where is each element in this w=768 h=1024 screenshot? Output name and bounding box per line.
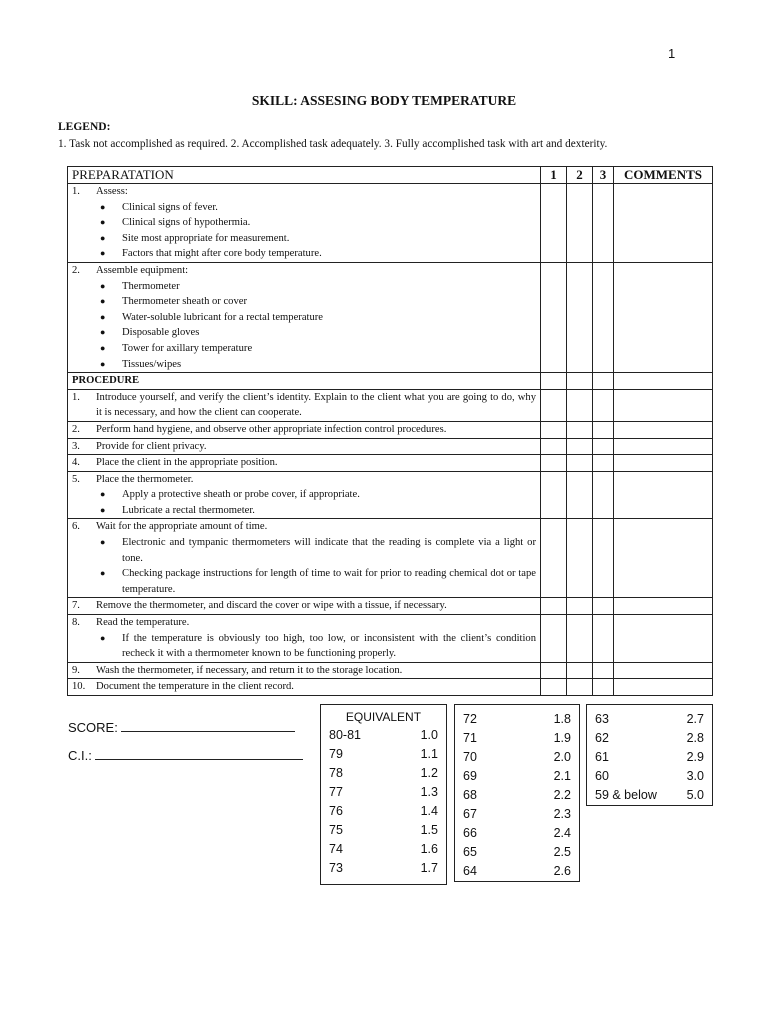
equivalent-row	[455, 843, 579, 862]
step-text: Document the temperature in the client record.	[96, 681, 294, 693]
list-item	[96, 631, 536, 662]
comments-cell[interactable]	[614, 519, 713, 598]
rating-2-cell[interactable]	[567, 662, 593, 679]
bullet-icon: ●	[100, 232, 106, 243]
bullet-text: Electronic and tympanic thermometers will indicate that the reading is complete via a light or tone.	[122, 537, 536, 564]
checklist-table	[67, 166, 713, 696]
table-row	[68, 519, 713, 598]
bullet-text: Thermometer	[122, 280, 180, 292]
equivalent-row	[455, 824, 579, 843]
procedure-header: PROCEDURE	[68, 373, 541, 390]
step-text: Assemble equipment:	[96, 264, 189, 276]
rating-1-cell[interactable]	[541, 615, 567, 663]
bullet-text: Thermometer sheath or cover	[122, 296, 248, 308]
rating-3-cell[interactable]	[593, 662, 614, 679]
rating-3-cell[interactable]	[593, 421, 614, 438]
table-row	[68, 421, 713, 438]
grade-equivalent: 2.1	[553, 769, 571, 783]
score-range: 76	[329, 804, 343, 818]
list-item	[96, 357, 536, 373]
equivalent-row	[321, 745, 446, 764]
bullet-text: Clinical signs of fever.	[122, 201, 218, 213]
comments-header: COMMENTS	[614, 167, 713, 184]
bullet-text: Apply a protective sheath or probe cover, if appropriate.	[122, 489, 360, 501]
score-range: 59 & below	[595, 788, 657, 802]
equivalent-column-1	[320, 704, 447, 885]
grade-equivalent: 1.2	[420, 766, 438, 780]
equivalent-row	[455, 767, 579, 786]
score-range: 69	[463, 769, 477, 783]
grade-equivalent: 1.4	[420, 804, 438, 818]
step-text: Remove the thermometer, and discard the cover or wipe with a tissue, if necessary.	[96, 600, 447, 612]
equivalent-row	[455, 786, 579, 805]
score-range: 79	[329, 747, 343, 761]
rating-2-cell[interactable]	[567, 455, 593, 472]
step-number: 10.	[72, 681, 86, 693]
step-cell	[68, 662, 541, 679]
score-range: 72	[463, 712, 477, 726]
grade-equivalent: 1.1	[420, 747, 438, 761]
equivalent-column-3	[586, 704, 713, 806]
grade-equivalent: 2.9	[686, 750, 704, 764]
list-item	[96, 231, 536, 247]
step-number: 3.	[72, 440, 80, 452]
bullet-list	[96, 535, 536, 597]
preparation-header: PREPARATATION	[68, 167, 541, 184]
step-number: 9.	[72, 664, 80, 676]
equivalent-row	[587, 710, 712, 729]
list-item	[96, 503, 536, 519]
comments-cell[interactable]	[614, 679, 713, 696]
rating-1-cell[interactable]	[541, 455, 567, 472]
step-number: 2.	[72, 264, 80, 276]
grade-equivalent: 2.6	[553, 864, 571, 878]
bullet-text: Site most appropriate for measurement.	[122, 232, 290, 244]
score-range: 62	[595, 731, 609, 745]
step-number: 8.	[72, 617, 80, 629]
rating-1-cell[interactable]	[541, 471, 567, 519]
score-range: 74	[329, 842, 343, 856]
equivalent-row	[321, 802, 446, 821]
equivalent-row	[455, 710, 579, 729]
rating-1-cell[interactable]	[541, 519, 567, 598]
rating-2-cell[interactable]	[567, 679, 593, 696]
step-cell	[68, 455, 541, 472]
grade-equivalent: 2.7	[686, 712, 704, 726]
rating-3-cell[interactable]	[593, 438, 614, 455]
grade-equivalent: 1.9	[553, 731, 571, 745]
table-row	[68, 262, 713, 372]
step-text: Provide for client privacy.	[96, 440, 207, 452]
bullet-text: Lubricate a rectal thermometer.	[122, 504, 255, 516]
score-range: 66	[463, 826, 477, 840]
grade-equivalent: 1.6	[420, 842, 438, 856]
rating-3-cell[interactable]	[593, 598, 614, 615]
equivalent-row	[587, 786, 712, 805]
rating-1-cell[interactable]	[541, 373, 567, 390]
bullet-list	[96, 200, 536, 262]
bullet-icon: ●	[100, 311, 106, 322]
step-cell	[68, 598, 541, 615]
step-text: Read the temperature.	[96, 617, 190, 629]
comments-cell[interactable]	[614, 455, 713, 472]
step-text: Assess:	[96, 186, 128, 197]
rating-3-cell[interactable]	[593, 262, 614, 372]
comments-cell[interactable]	[614, 662, 713, 679]
score-range: 67	[463, 807, 477, 821]
rating-3-cell[interactable]	[593, 679, 614, 696]
rating-1-cell[interactable]	[541, 662, 567, 679]
rating-2-cell[interactable]	[567, 471, 593, 519]
bullet-text: Tissues/wipes	[122, 358, 182, 370]
grade-equivalent: 2.4	[553, 826, 571, 840]
bullet-text: Factors that might after core body temperature.	[122, 248, 322, 260]
score-range: 80-81	[329, 728, 361, 742]
score-range: 63	[595, 712, 609, 726]
bullet-list	[96, 279, 536, 373]
grade-equivalent: 2.0	[553, 750, 571, 764]
bullet-icon: ●	[100, 568, 106, 579]
score-range: 65	[463, 845, 477, 859]
list-item	[96, 310, 536, 326]
equivalent-row	[321, 840, 446, 859]
score-range: 77	[329, 785, 343, 799]
rating-2-cell[interactable]	[567, 421, 593, 438]
equivalent-row	[321, 783, 446, 802]
step-number: 7.	[72, 600, 80, 612]
bullet-text: Disposable gloves	[122, 327, 200, 339]
step-cell	[68, 471, 541, 519]
score-range: 61	[595, 750, 609, 764]
rating-1-cell[interactable]	[541, 389, 567, 421]
table-row	[68, 615, 713, 663]
score-blank-line[interactable]	[121, 731, 295, 732]
comments-cell[interactable]	[614, 615, 713, 663]
rating-3-cell[interactable]	[593, 471, 614, 519]
rating-2-cell[interactable]	[567, 389, 593, 421]
rating-2-cell[interactable]	[567, 615, 593, 663]
comments-cell[interactable]	[614, 438, 713, 455]
rating-1-cell[interactable]	[541, 679, 567, 696]
score-range: 68	[463, 788, 477, 802]
step-number: 2.	[72, 423, 80, 435]
step-cell	[68, 438, 541, 455]
step-text: Place the client in the appropriate position.	[96, 457, 278, 469]
grade-equivalent: 1.3	[420, 785, 438, 799]
bullet-icon: ●	[100, 248, 106, 259]
bullet-icon: ●	[100, 280, 106, 291]
score-range: 70	[463, 750, 477, 764]
table-row	[68, 184, 713, 263]
equivalent-column-2	[454, 704, 580, 882]
step-text: Introduce yourself, and verify the client’s identity. Explain to the client what you are going to do, why it is necessary, and how the client can cooperate.	[96, 391, 536, 419]
bullet-text: If the temperature is obviously too high, too low, or inconsistent with the client’s condition recheck it with a thermometer known to be functioning properly.	[122, 632, 536, 660]
step-cell	[68, 679, 541, 696]
list-item	[96, 294, 536, 310]
equivalent-row	[455, 862, 579, 881]
grade-equivalent: 1.7	[420, 861, 438, 875]
step-cell	[68, 519, 541, 598]
page-number: 1	[668, 46, 676, 61]
table-row	[68, 471, 713, 519]
step-cell	[68, 262, 541, 372]
equivalent-row	[321, 821, 446, 840]
rating-1-cell[interactable]	[541, 421, 567, 438]
comments-cell[interactable]	[614, 421, 713, 438]
list-item	[96, 341, 536, 357]
equivalent-row	[455, 729, 579, 748]
list-item	[96, 215, 536, 231]
table-row	[68, 438, 713, 455]
rating-3-cell[interactable]	[593, 519, 614, 598]
step-number: 4.	[72, 457, 80, 469]
comments-cell[interactable]	[614, 184, 713, 263]
bullet-text: Water-soluble lubricant for a rectal temperature	[122, 311, 323, 323]
step-number: 5.	[72, 473, 80, 485]
equivalent-row	[321, 726, 446, 745]
score-range: 71	[463, 731, 477, 745]
legend-heading: LEGEND:	[58, 121, 111, 133]
rating-3-cell[interactable]	[593, 455, 614, 472]
equivalent-row	[587, 748, 712, 767]
step-number: 1.	[72, 186, 80, 197]
rating-1-cell[interactable]	[541, 262, 567, 372]
rating-2-cell[interactable]	[567, 262, 593, 372]
rating-1-cell[interactable]	[541, 184, 567, 263]
bullet-text: Clinical signs of hypothermia.	[122, 217, 251, 229]
bullet-icon: ●	[100, 358, 106, 369]
procedure-header-row	[68, 373, 713, 390]
bullet-list	[96, 631, 536, 662]
grade-equivalent: 1.8	[553, 712, 571, 726]
bullet-text: Checking package instructions for length of time to wait for prior to reading chemical dot or tape temperature.	[122, 568, 536, 595]
step-cell	[68, 615, 541, 663]
rating-3-header: 3	[593, 167, 614, 184]
table-row	[68, 389, 713, 421]
rating-2-header: 2	[567, 167, 593, 184]
grade-equivalent: 2.3	[553, 807, 571, 821]
bullet-text: Tower for axillary temperature	[122, 342, 253, 354]
step-text: Wash the thermometer, if necessary, and return it to the storage location.	[96, 664, 403, 676]
list-item	[96, 487, 536, 503]
rating-1-cell[interactable]	[541, 438, 567, 455]
equivalent-heading: EQUIVALENT	[345, 710, 422, 724]
score-field	[68, 720, 295, 735]
rating-3-cell[interactable]	[593, 389, 614, 421]
step-cell	[68, 421, 541, 438]
comments-cell[interactable]	[614, 471, 713, 519]
bullet-icon: ●	[100, 632, 106, 643]
grade-equivalent: 2.5	[553, 845, 571, 859]
equivalent-row	[321, 764, 446, 783]
score-range: 73	[329, 861, 343, 875]
table-row	[68, 598, 713, 615]
rating-2-cell[interactable]	[567, 373, 593, 390]
grade-equivalent: 3.0	[686, 769, 704, 783]
bullet-list	[96, 487, 536, 518]
score-range: 75	[329, 823, 343, 837]
grade-equivalent: 2.8	[686, 731, 704, 745]
rating-3-cell[interactable]	[593, 615, 614, 663]
bullet-icon: ●	[100, 342, 106, 353]
rating-2-cell[interactable]	[567, 184, 593, 263]
rating-3-cell[interactable]	[593, 373, 614, 390]
list-item	[96, 566, 536, 597]
list-item	[96, 246, 536, 262]
step-text: Perform hand hygiene, and observe other appropriate infection control procedures.	[96, 423, 447, 435]
bullet-icon: ●	[100, 201, 106, 212]
step-cell	[68, 389, 541, 421]
step-cell	[68, 184, 541, 263]
table-row	[68, 662, 713, 679]
rating-2-cell[interactable]	[567, 598, 593, 615]
rating-2-cell[interactable]	[567, 438, 593, 455]
bullet-icon: ●	[100, 296, 106, 307]
list-item	[96, 535, 536, 566]
table-header-row	[68, 167, 713, 184]
rating-3-cell[interactable]	[593, 184, 614, 263]
step-number: 1.	[72, 391, 80, 403]
equivalent-row	[455, 748, 579, 767]
equivalent-row	[587, 767, 712, 786]
equivalent-row	[587, 729, 712, 748]
score-label: SCORE:	[68, 720, 118, 735]
score-range: 60	[595, 769, 609, 783]
comments-cell[interactable]	[614, 389, 713, 421]
grade-equivalent: 1.0	[420, 728, 438, 742]
list-item	[96, 279, 536, 295]
equivalent-row	[455, 805, 579, 824]
page-title: SKILL: ASSESING BODY TEMPERATURE	[251, 93, 517, 108]
rating-1-header: 1	[541, 167, 567, 184]
score-range: 64	[463, 864, 477, 878]
grade-equivalent: 1.5	[420, 823, 438, 837]
comments-cell[interactable]	[614, 598, 713, 615]
table-row	[68, 679, 713, 696]
comments-cell[interactable]	[614, 262, 713, 372]
bullet-icon: ●	[100, 217, 106, 228]
rating-1-cell[interactable]	[541, 598, 567, 615]
ci-blank-line[interactable]	[95, 759, 303, 760]
ci-field	[68, 748, 303, 763]
table-row	[68, 455, 713, 472]
list-item	[96, 200, 536, 216]
step-text: Place the thermometer.	[96, 473, 194, 485]
list-item	[96, 325, 536, 341]
ci-label: C.I.:	[68, 748, 92, 763]
bullet-icon: ●	[100, 489, 106, 500]
score-range: 78	[329, 766, 343, 780]
step-text: Wait for the appropriate amount of time.	[96, 521, 268, 533]
grade-equivalent: 5.0	[686, 788, 704, 802]
comments-cell[interactable]	[614, 373, 713, 390]
bullet-icon: ●	[100, 504, 106, 515]
bullet-icon: ●	[100, 537, 106, 548]
legend-text: 1. Task not accomplished as required. 2. Accomplished task adequately. 3. Fully accomplished task with art and dexterity.	[58, 138, 608, 150]
rating-2-cell[interactable]	[567, 519, 593, 598]
bullet-icon: ●	[100, 327, 106, 338]
equivalent-row	[321, 859, 446, 878]
step-number: 6.	[72, 521, 80, 533]
grade-equivalent: 2.2	[553, 788, 571, 802]
